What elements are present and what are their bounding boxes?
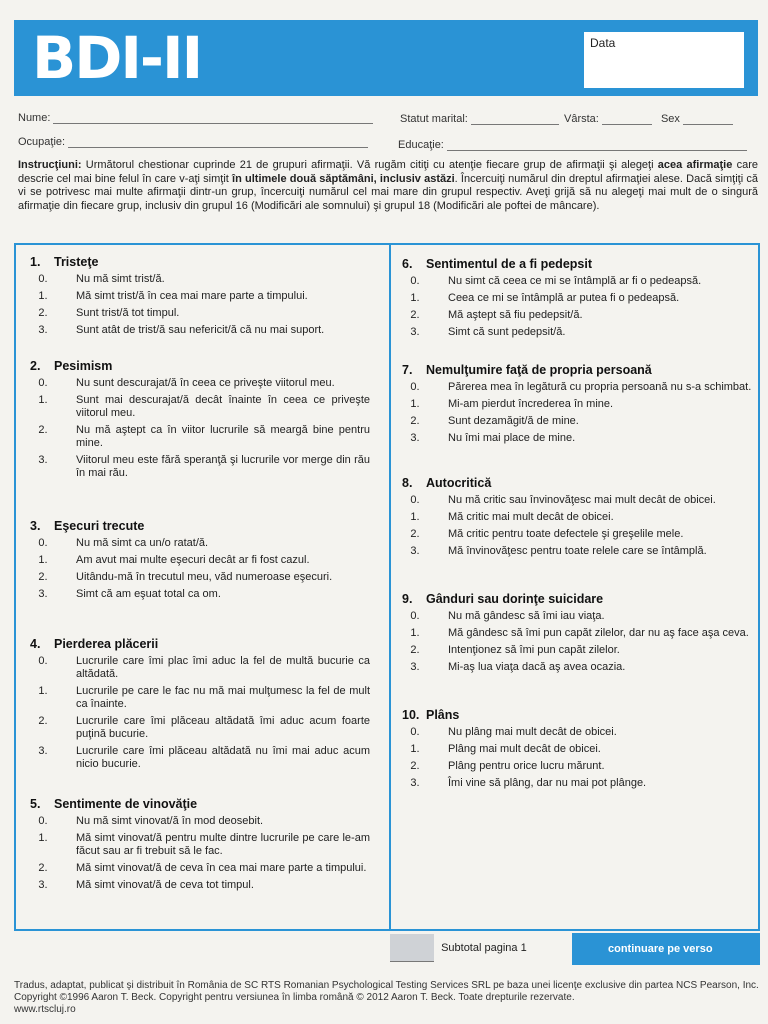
- question-8: [402, 477, 752, 562]
- education-input[interactable]: [447, 150, 747, 151]
- answer-option[interactable]: [30, 815, 370, 828]
- education-label: Educaţie:: [398, 139, 444, 151]
- question-title: [30, 638, 370, 651]
- answer-option[interactable]: [30, 307, 370, 320]
- instr-text-3: . Încercuiţi numărul din dreptul afirmaţiei alese. Dacă simţiţi că vi se potrivesc mai multe afirmaţii dintr-un grup, încercuiţi numărul cel mai mare din grupul respectiv. Aveţi grijă să nu alegeţi mai mult de o singură afirmaţie din fiecare grup, inclusiv din grupul 16 (Modificări ale somnului) şi grupul 18 (Modificări ale poftei de mâncare).: [18, 172, 758, 212]
- answer-option[interactable]: [30, 554, 370, 567]
- option-number[interactable]: 2.: [410, 644, 420, 656]
- subtotal-label: Subtotal pagina 1: [441, 941, 527, 954]
- option-text: Am avut mai multe eşecuri decât ar fi fost cazul.: [76, 554, 310, 566]
- option-number[interactable]: 3.: [38, 324, 48, 336]
- option-text: Sunt dezamăgit/ă de mine.: [448, 415, 579, 427]
- option-number[interactable]: 0.: [410, 275, 420, 287]
- question-title-text: Pesimism: [54, 359, 113, 373]
- marital-label: Statut marital:: [400, 113, 468, 125]
- option-text: Lucrurile care îmi plăceau altădată îmi aduc acum foarte puţină bucurie.: [76, 715, 370, 740]
- name-row: [18, 112, 373, 124]
- occupation-label: Ocupaţie:: [18, 136, 66, 148]
- option-number[interactable]: 1.: [410, 398, 420, 410]
- question-title-text: Plâns: [426, 708, 460, 722]
- answer-option[interactable]: [402, 326, 752, 339]
- option-number[interactable]: 2.: [38, 862, 48, 874]
- question-5: [30, 798, 370, 896]
- answer-option[interactable]: [402, 777, 752, 790]
- option-number[interactable]: 0.: [38, 815, 48, 827]
- answer-option[interactable]: [402, 644, 752, 657]
- question-title-text: Gânduri sau dorinţe suicidare: [426, 592, 604, 606]
- question-number: 1.: [30, 255, 41, 269]
- option-text: Nu simt că ceea ce mi se întâmplă ar fi o pedeapsă.: [448, 275, 702, 287]
- option-text: Mă învinovăţesc pentru toate relele care se întâmplă.: [448, 545, 707, 557]
- question-title-text: Tristeţe: [54, 255, 99, 269]
- answer-option[interactable]: [30, 324, 370, 337]
- question-title-text: Sentimentul de a fi pedepsit: [426, 257, 592, 271]
- answer-option[interactable]: [402, 760, 752, 773]
- answer-option[interactable]: [30, 588, 370, 601]
- sex-label: Sex: [660, 113, 680, 125]
- question-title: [402, 593, 752, 606]
- answer-option[interactable]: [402, 545, 752, 558]
- option-text: Nu mă simt ca un/o ratat/ă.: [76, 537, 209, 549]
- option-number[interactable]: 0.: [410, 610, 420, 622]
- option-number[interactable]: 2.: [38, 715, 48, 727]
- question-title: [402, 364, 752, 377]
- option-text: Sunt mai descurajat/ă decât înainte în ceea ce priveşte viitorul meu.: [76, 394, 370, 419]
- answer-option[interactable]: [30, 879, 370, 892]
- option-number[interactable]: 3.: [410, 661, 420, 673]
- answer-option[interactable]: [402, 415, 752, 428]
- question-title: [402, 477, 752, 490]
- option-number[interactable]: 3.: [38, 454, 48, 466]
- option-text: Îmi vine să plâng, dar nu mai pot plânge.: [448, 777, 647, 789]
- option-text: Viitorul meu este fără speranţă şi lucrurile vor merge din rău în mai rău.: [76, 454, 370, 479]
- name-label: Nume:: [18, 112, 51, 124]
- answer-option[interactable]: [30, 377, 370, 390]
- date-label: Data: [590, 36, 616, 50]
- option-number[interactable]: 1.: [38, 290, 48, 302]
- option-text: Nu îmi mai place de mine.: [448, 432, 576, 444]
- option-text: Lucrurile pe care le fac nu mă mai mulţumesc la fel de mult ca înainte.: [76, 685, 370, 710]
- column-divider: [389, 245, 391, 929]
- marital-input[interactable]: [471, 124, 559, 125]
- question-title-text: Nemulţumire faţă de propria persoană: [426, 363, 652, 377]
- question-number: 3.: [30, 519, 41, 533]
- answer-option[interactable]: [402, 726, 752, 739]
- question-6: [402, 258, 752, 343]
- option-number[interactable]: 3.: [38, 879, 48, 891]
- answer-option[interactable]: [30, 862, 370, 875]
- question-number: 8.: [402, 476, 413, 490]
- option-text: Uitându-mă în trecutul meu, văd numeroase eşecuri.: [76, 571, 333, 583]
- answer-option[interactable]: [402, 432, 752, 445]
- question-10: [402, 709, 752, 794]
- option-text: Lucrurile care îmi plac îmi aduc la fel de multă bucurie ca altădată.: [76, 655, 370, 680]
- option-number[interactable]: 1.: [410, 511, 420, 523]
- option-number[interactable]: 1.: [410, 743, 420, 755]
- question-number: 6.: [402, 257, 413, 271]
- question-title: [30, 360, 370, 373]
- age-input[interactable]: [602, 124, 652, 125]
- option-number[interactable]: 0.: [410, 726, 420, 738]
- option-text: Mă aştept să fiu pedepsit/ă.: [448, 309, 583, 321]
- answer-option[interactable]: [402, 398, 752, 411]
- option-number[interactable]: 1.: [38, 685, 48, 697]
- answer-option[interactable]: [30, 290, 370, 303]
- option-number[interactable]: 3.: [410, 777, 420, 789]
- option-number[interactable]: 2.: [410, 528, 420, 540]
- answer-option[interactable]: [30, 454, 370, 480]
- question-title: [402, 709, 752, 722]
- option-text: Mă simt vinovat/ă pentru multe dintre lucrurile pe care le-am făcut sau ar fi trebuit să le fac.: [76, 832, 370, 857]
- answer-option[interactable]: [402, 743, 752, 756]
- option-number[interactable]: 3.: [38, 588, 48, 600]
- header-banner: [14, 20, 758, 96]
- option-text: Nu sunt descurajat/ă în ceea ce priveşte viitorul meu.: [76, 377, 335, 389]
- name-input[interactable]: [53, 123, 373, 124]
- option-number[interactable]: 1.: [410, 292, 420, 304]
- option-number[interactable]: 2.: [410, 760, 420, 772]
- option-text: Mă critic pentru toate defectele şi greşelile mele.: [448, 528, 684, 540]
- option-number[interactable]: 1.: [38, 394, 48, 406]
- bdi-logo: BDI-II: [32, 24, 202, 92]
- answer-option[interactable]: [402, 528, 752, 541]
- footer: [14, 980, 764, 1016]
- option-text: Mi-aş lua viaţa dacă aş avea ocazia.: [448, 661, 626, 673]
- sex-input[interactable]: [683, 124, 733, 125]
- option-text: Intenţionez să îmi pun capăt zilelor.: [448, 644, 620, 656]
- question-2: [30, 360, 370, 484]
- answer-option[interactable]: [30, 394, 370, 420]
- option-number[interactable]: 0.: [410, 381, 420, 393]
- question-number: 9.: [402, 592, 413, 606]
- option-number[interactable]: 2.: [38, 571, 48, 583]
- question-number: 10.: [402, 708, 420, 722]
- question-4: [30, 638, 370, 775]
- option-number[interactable]: 0.: [38, 537, 48, 549]
- question-title-text: Sentimente de vinovăţie: [54, 797, 198, 811]
- answer-option[interactable]: [402, 275, 752, 288]
- answer-option[interactable]: [30, 745, 370, 771]
- answer-option[interactable]: [402, 494, 752, 507]
- instructions: [18, 159, 758, 213]
- occupation-row: [18, 136, 368, 148]
- option-text: Lucrurile care îmi plăceau altădată nu îmi mai aduc acum nicio bucurie.: [76, 745, 370, 770]
- option-text: Simt că sunt pedepsit/ă.: [448, 326, 566, 338]
- answer-option[interactable]: [30, 715, 370, 741]
- answer-option[interactable]: [402, 381, 752, 394]
- option-number[interactable]: 2.: [38, 307, 48, 319]
- answer-option[interactable]: [30, 685, 370, 711]
- answer-option[interactable]: [402, 610, 752, 623]
- question-number: 4.: [30, 637, 41, 651]
- answer-option[interactable]: [30, 424, 370, 450]
- option-text: Mă simt vinovat/ă de ceva în cea mai mare parte a timpului.: [76, 862, 367, 874]
- answer-option[interactable]: [402, 309, 752, 322]
- instr-bold-3: în ultimele două săptămâni, inclusiv astăzi: [232, 172, 455, 185]
- answer-option[interactable]: [30, 655, 370, 681]
- option-number[interactable]: 3.: [410, 432, 420, 444]
- option-text: Mă simt vinovat/ă de ceva tot timpul.: [76, 879, 254, 891]
- instr-bold-2: acea afirmaţie: [657, 159, 733, 171]
- occupation-input[interactable]: [68, 147, 368, 148]
- option-text: Nu plâng mai mult decât de obicei.: [448, 726, 617, 738]
- subtotal: [390, 934, 527, 962]
- option-text: Mă critic mai mult decât de obicei.: [448, 511, 614, 523]
- instr-bold-1: Instrucţiuni:: [18, 159, 82, 171]
- footer-line-2: Copyright ©1996 Aaron T. Beck. Copyright pentru versiunea în limba română © 2012 Aaron T. Beck. Toate drepturile rezervate.: [14, 992, 575, 1003]
- option-number[interactable]: 2.: [410, 415, 420, 427]
- education-row: [398, 139, 747, 151]
- answer-option[interactable]: [30, 273, 370, 286]
- question-title-text: Autocritică: [426, 476, 492, 490]
- marital-row: [400, 113, 733, 125]
- option-number[interactable]: 1.: [38, 554, 48, 566]
- option-text: Nu mă simt trist/ă.: [76, 273, 165, 285]
- option-text: Sunt atât de trist/ă sau nefericit/ă că nu mai suport.: [76, 324, 325, 336]
- instr-text-1: Următorul chestionar cuprinde 21 de grupuri afirmaţii. Vă rugăm citiţi cu atenţie fiecare grup de afirmaţii şi alegeţi: [81, 159, 658, 171]
- option-text: Plâng pentru orice lucru mărunt.: [448, 760, 605, 772]
- instr-text-2: care descrie cel mai bine felul în care v-aţi simţit: [18, 159, 758, 185]
- option-text: Nu mă critic sau învinovăţesc mai mult decât de obicei.: [448, 494, 716, 506]
- date-field[interactable]: [584, 32, 744, 88]
- option-number[interactable]: 1.: [38, 832, 48, 844]
- option-text: Plâng mai mult decât de obicei.: [448, 743, 601, 755]
- question-title-text: Eşecuri trecute: [54, 519, 145, 533]
- question-9: [402, 593, 752, 678]
- question-number: 2.: [30, 359, 41, 373]
- option-number[interactable]: 0.: [38, 273, 48, 285]
- option-text: Nu mă aştept ca în viitor lucrurile să meargă bine pentru mine.: [76, 424, 370, 449]
- answer-option[interactable]: [30, 832, 370, 858]
- option-number[interactable]: 0.: [38, 377, 48, 389]
- question-title: [30, 798, 370, 811]
- option-number[interactable]: 1.: [410, 627, 420, 639]
- question-title-text: Pierderea plăcerii: [54, 637, 159, 651]
- option-text: Mă gândesc să îmi pun capăt zilelor, dar nu aş face aşa ceva.: [448, 627, 749, 639]
- age-label: Vârsta:: [563, 113, 599, 125]
- answer-option[interactable]: [402, 511, 752, 524]
- option-number[interactable]: 3.: [410, 545, 420, 557]
- question-title: [30, 256, 370, 269]
- option-text: Ceea ce mi se întâmplă ar putea fi o pedeapsă.: [448, 292, 680, 304]
- option-text: Simt că am eşuat total ca om.: [76, 588, 221, 600]
- answer-option[interactable]: [402, 292, 752, 305]
- option-text: Sunt trist/ă tot timpul.: [76, 307, 180, 319]
- subtotal-input[interactable]: [390, 934, 434, 962]
- answer-option[interactable]: [402, 661, 752, 674]
- option-text: Părerea mea în legătură cu propria persoană nu s-a schimbat.: [448, 381, 752, 393]
- option-number[interactable]: 0.: [410, 494, 420, 506]
- answer-option[interactable]: [402, 627, 752, 640]
- option-text: Mă simt trist/ă în cea mai mare parte a timpului.: [76, 290, 308, 302]
- option-text: Nu mă simt vinovat/ă în mod deosebit.: [76, 815, 264, 827]
- answer-option[interactable]: [30, 571, 370, 584]
- footer-line-1: Tradus, adaptat, publicat şi distribuit în România de SC RTS Romanian Psychological Testing Services SRL pe baza unei licenţe exclusive din partea NCS Pearson, Inc.: [14, 980, 759, 991]
- option-number[interactable]: 2.: [410, 309, 420, 321]
- option-number[interactable]: 0.: [38, 655, 48, 667]
- option-number[interactable]: 3.: [38, 745, 48, 757]
- option-text: Mi-am pierdut încrederea în mine.: [448, 398, 614, 410]
- question-title: [402, 258, 752, 271]
- question-7: [402, 364, 752, 449]
- answer-option[interactable]: [30, 537, 370, 550]
- option-number[interactable]: 3.: [410, 326, 420, 338]
- option-text: Nu mă gândesc să îmi iau viaţa.: [448, 610, 605, 622]
- continue-banner: continuare pe verso: [572, 933, 760, 965]
- option-number[interactable]: 2.: [38, 424, 48, 436]
- question-1: [30, 256, 370, 341]
- question-number: 7.: [402, 363, 413, 377]
- question-number: 5.: [30, 797, 41, 811]
- footer-line-3: www.rtscluj.ro: [14, 1004, 76, 1015]
- question-title: [30, 520, 370, 533]
- question-3: [30, 520, 370, 605]
